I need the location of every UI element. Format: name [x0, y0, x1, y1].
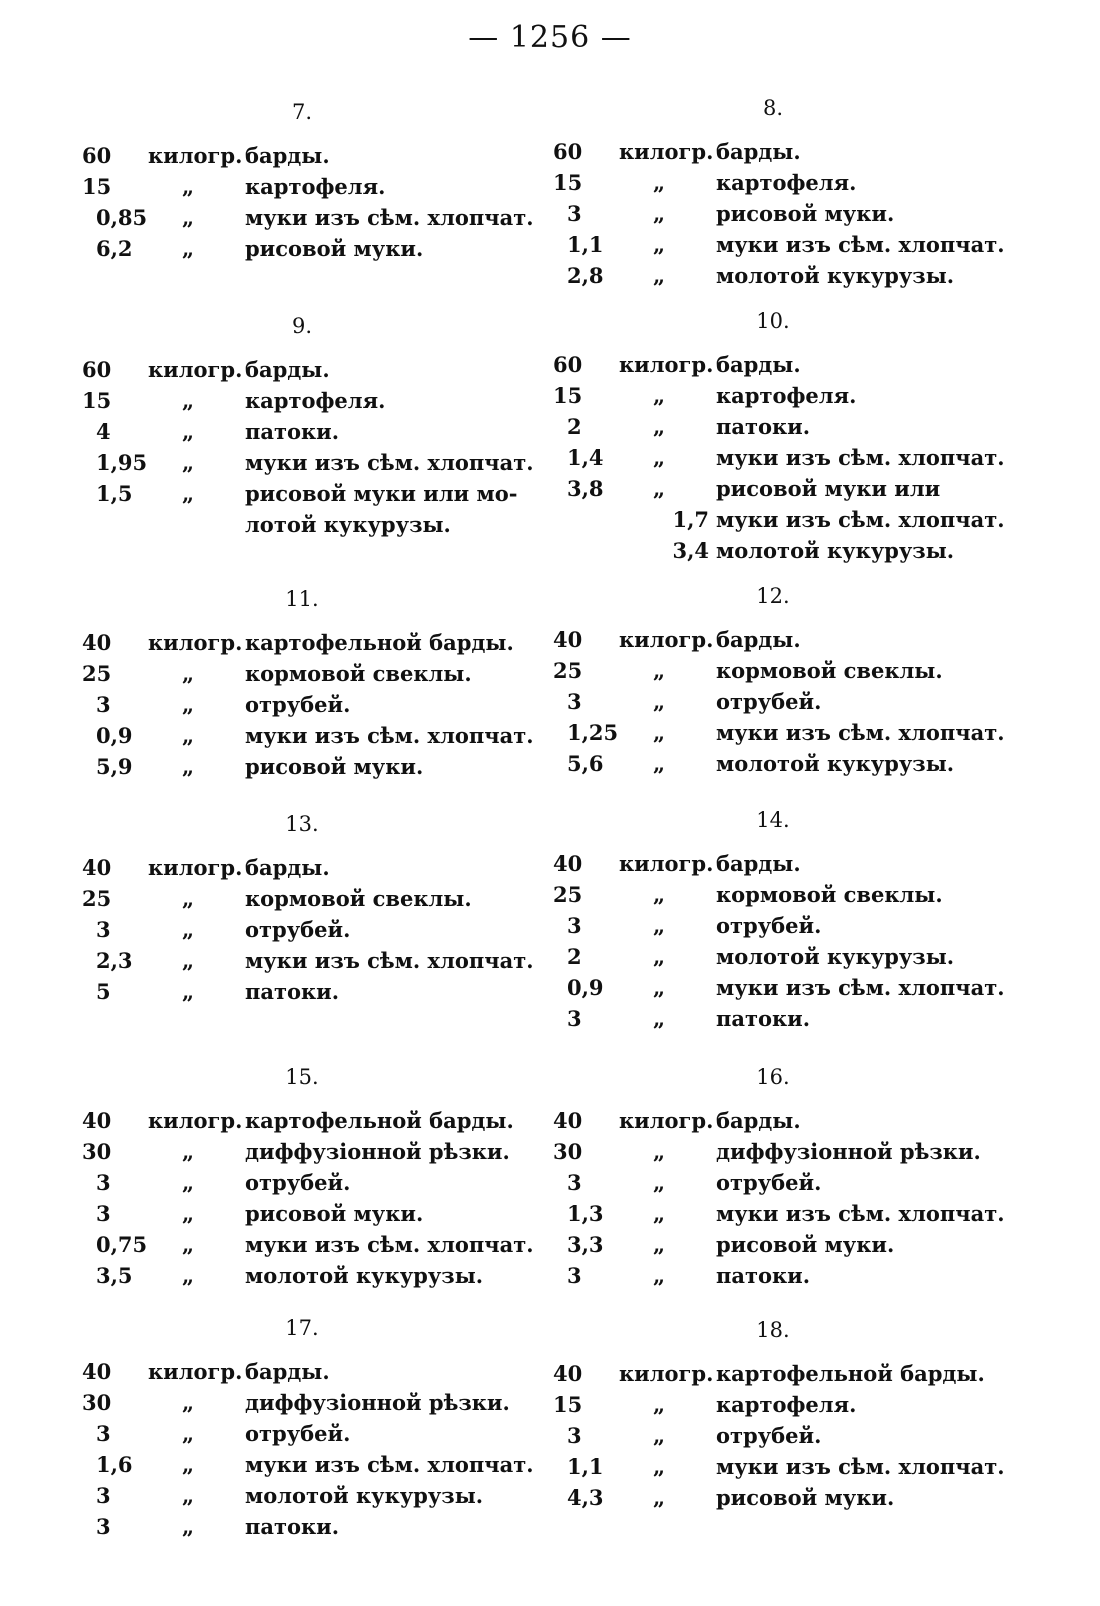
- ditto-mark: „: [182, 205, 195, 230]
- ditto-mark: „: [653, 689, 666, 714]
- ingredient-line: [553, 1389, 1023, 1420]
- ditto-mark: „: [653, 1263, 666, 1288]
- ditto-mark: „: [182, 236, 195, 261]
- ditto-mark: „: [182, 1483, 195, 1508]
- ingredient-name: отрубей.: [245, 692, 351, 717]
- ingredient-quantity: 40: [82, 630, 112, 655]
- ingredient-quantity: 3: [96, 692, 111, 717]
- ingredient-quantity: 2: [567, 414, 582, 439]
- ingredient-quantity: 0,9: [96, 723, 133, 748]
- ingredient-line: [82, 914, 552, 945]
- ingredient-line: [82, 202, 552, 233]
- ingredient-line: [82, 689, 552, 720]
- ingredient-quantity: 1,3: [567, 1201, 604, 1226]
- ingredient-name: патоки.: [716, 1263, 811, 1288]
- ingredient-name: кормовой свеклы.: [716, 882, 943, 907]
- recipe-block: [553, 1316, 1023, 1513]
- ingredient-line: [553, 910, 1023, 941]
- ingredient-name: муки изъ сѣм. хлопчат.: [245, 450, 534, 475]
- ingredient-line: [82, 171, 552, 202]
- ingredient-line: [553, 229, 1023, 260]
- ingredient-line: [553, 1198, 1023, 1229]
- ingredient-name: молотой кукурузы.: [245, 1263, 484, 1288]
- ingredient-name: молотой кукурузы.: [716, 263, 955, 288]
- ditto-mark: „: [653, 201, 666, 226]
- ingredient-name: рисовой муки или: [716, 476, 941, 501]
- ingredient-name: отрубей.: [716, 689, 822, 714]
- ingredient-line: [553, 748, 1023, 779]
- ingredient-line: [82, 627, 552, 658]
- ditto-mark: „: [182, 692, 195, 717]
- ingredient-name: отрубей.: [716, 1170, 822, 1195]
- ingredient-quantity: 60: [82, 143, 112, 168]
- ditto-mark: „: [182, 886, 195, 911]
- ingredient-name: барды.: [716, 851, 801, 876]
- page-number: — 1256 —: [468, 20, 632, 55]
- ingredient-name: картофельной барды.: [245, 1108, 514, 1133]
- recipe-block: [82, 1314, 552, 1542]
- ingredient-name: патоки.: [245, 419, 340, 444]
- ingredient-name: муки изъ сѣм. хлопчат.: [716, 232, 1005, 257]
- ingredient-quantity: 4,3: [567, 1485, 604, 1510]
- ingredient-line: [553, 442, 1023, 473]
- ingredient-quantity: 0,75: [96, 1232, 148, 1257]
- ingredient-name: барды.: [716, 1108, 801, 1133]
- ingredient-quantity: 25: [553, 658, 583, 683]
- ingredient-name: патоки.: [716, 414, 811, 439]
- ingredient-name: барды.: [716, 627, 801, 652]
- ingredient-quantity: 60: [82, 357, 112, 382]
- unit-label: килогр.: [148, 357, 243, 382]
- ingredient-line: [82, 1167, 552, 1198]
- ingredient-quantity: 1,7: [672, 507, 709, 532]
- ingredient-quantity: 25: [553, 882, 583, 907]
- ingredient-name: муки изъ сѣм. хлопчат.: [245, 1232, 534, 1257]
- ingredient-line: [82, 1511, 552, 1542]
- ingredient-name: рисовой муки.: [245, 236, 424, 261]
- ingredient-name: муки изъ сѣм. хлопчат.: [245, 723, 534, 748]
- ditto-mark: „: [182, 948, 195, 973]
- ingredient-line: [553, 136, 1023, 167]
- recipe-block: [553, 806, 1023, 1034]
- ingredient-quantity: 0,85: [96, 205, 148, 230]
- ingredient-line: [82, 354, 552, 385]
- recipe-block: [82, 98, 552, 264]
- ingredient-line: [553, 411, 1023, 442]
- ingredient-name: диффузіонной рѣзки.: [245, 1139, 510, 1164]
- recipe-block: [82, 312, 552, 540]
- ingredient-line: [82, 1229, 552, 1260]
- ingredient-quantity: 3: [567, 201, 582, 226]
- ditto-mark: „: [653, 658, 666, 683]
- ingredient-quantity: 2,8: [567, 263, 604, 288]
- ditto-mark: „: [653, 720, 666, 745]
- ingredient-quantity: 3: [96, 1514, 111, 1539]
- ingredient-line: [82, 1198, 552, 1229]
- ditto-mark: „: [182, 1201, 195, 1226]
- ingredient-quantity: 25: [82, 886, 112, 911]
- ingredient-quantity: 2,3: [96, 948, 133, 973]
- ingredient-quantity: 15: [553, 1392, 583, 1417]
- ingredient-line: [553, 1358, 1023, 1389]
- ditto-mark: „: [653, 383, 666, 408]
- ingredient-name: рисовой муки.: [245, 754, 424, 779]
- ingredient-quantity: 3: [567, 1006, 582, 1031]
- ingredient-name: муки изъ сѣм. хлопчат.: [716, 1201, 1005, 1226]
- recipe-number: 16.: [756, 1065, 790, 1089]
- unit-label: килогр.: [148, 1359, 243, 1384]
- ingredient-line: [553, 1167, 1023, 1198]
- recipe-block: [82, 585, 552, 782]
- ingredient-quantity: 3: [567, 913, 582, 938]
- ingredient-quantity: 1,6: [96, 1452, 133, 1477]
- ditto-mark: „: [653, 1232, 666, 1257]
- ditto-mark: „: [653, 1454, 666, 1479]
- ingredient-quantity: 40: [553, 627, 583, 652]
- ingredient-name: отрубей.: [245, 917, 351, 942]
- ingredient-name: патоки.: [716, 1006, 811, 1031]
- ingredient-quantity: 40: [82, 1359, 112, 1384]
- ditto-mark: „: [653, 1485, 666, 1510]
- ditto-mark: „: [182, 1263, 195, 1288]
- ingredient-name: рисовой муки.: [245, 1201, 424, 1226]
- ingredient-name: муки изъ сѣм. хлопчат.: [716, 720, 1005, 745]
- unit-label: килогр.: [619, 139, 714, 164]
- recipe-number: 9.: [291, 314, 313, 338]
- ingredient-name: барды.: [245, 143, 330, 168]
- ingredient-name: молотой кукурузы.: [716, 751, 955, 776]
- ingredient-name: муки изъ сѣм. хлопчат.: [245, 1452, 534, 1477]
- ditto-mark: „: [653, 944, 666, 969]
- ingredient-name: муки изъ сѣм. хлопчат.: [716, 445, 1005, 470]
- ingredient-name: барды.: [716, 139, 801, 164]
- ingredient-quantity: 3: [96, 1421, 111, 1446]
- ingredient-line: [82, 1387, 552, 1418]
- ingredient-quantity: 3,8: [567, 476, 604, 501]
- ditto-mark: „: [182, 1232, 195, 1257]
- ditto-mark: „: [182, 1139, 195, 1164]
- ingredient-quantity: 3: [567, 1423, 582, 1448]
- ingredient-line: [82, 658, 552, 689]
- ingredient-line: [82, 509, 552, 540]
- ingredient-quantity: 5,9: [96, 754, 133, 779]
- ingredient-quantity: 0,9: [567, 975, 604, 1000]
- ingredient-name: барды.: [245, 855, 330, 880]
- ingredient-line: [553, 972, 1023, 1003]
- ingredient-line: [82, 140, 552, 171]
- ditto-mark: „: [182, 979, 195, 1004]
- ingredient-quantity: 5,6: [567, 751, 604, 776]
- ingredient-line: [82, 945, 552, 976]
- ditto-mark: „: [182, 917, 195, 942]
- ingredient-name: картофельной барды.: [245, 630, 514, 655]
- ingredient-line: [553, 167, 1023, 198]
- ingredient-line: [553, 198, 1023, 229]
- ingredient-name: молотой кукурузы.: [245, 1483, 484, 1508]
- ingredient-name: отрубей.: [716, 1423, 822, 1448]
- recipe-number: 11.: [285, 587, 319, 611]
- ingredient-line: [553, 1451, 1023, 1482]
- unit-label: килогр.: [148, 143, 243, 168]
- unit-label: килогр.: [619, 627, 714, 652]
- ingredient-line: [82, 1480, 552, 1511]
- recipe-block: [553, 1063, 1023, 1291]
- ingredient-quantity: 5: [96, 979, 111, 1004]
- ingredient-quantity: 60: [553, 352, 583, 377]
- recipe-block: [553, 582, 1023, 779]
- ditto-mark: „: [653, 975, 666, 1000]
- ingredient-line: [82, 385, 552, 416]
- ingredient-name: диффузіонной рѣзки.: [716, 1139, 981, 1164]
- ingredient-name: картофеля.: [716, 1392, 857, 1417]
- ingredient-line: [553, 1260, 1023, 1291]
- ingredient-quantity: 30: [82, 1139, 112, 1164]
- ingredient-line: [553, 717, 1023, 748]
- ingredient-name: барды.: [245, 1359, 330, 1384]
- ingredient-line: [553, 941, 1023, 972]
- ditto-mark: „: [653, 170, 666, 195]
- ingredient-quantity: 3: [567, 1263, 582, 1288]
- ingredient-quantity: 15: [553, 383, 583, 408]
- ingredient-name: патоки.: [245, 1514, 340, 1539]
- ingredient-name: рисовой муки или мо-: [245, 481, 518, 506]
- ingredient-line: [82, 883, 552, 914]
- ingredient-name: отрубей.: [716, 913, 822, 938]
- ingredient-name: муки изъ сѣм. хлопчат.: [245, 205, 534, 230]
- ingredient-name: барды.: [245, 357, 330, 382]
- ingredient-line: [553, 473, 1023, 504]
- ingredient-name: отрубей.: [245, 1421, 351, 1446]
- ditto-mark: „: [653, 232, 666, 257]
- ingredient-line: [82, 720, 552, 751]
- ingredient-name: кормовой свеклы.: [716, 658, 943, 683]
- recipe-number: 14.: [756, 808, 790, 832]
- ditto-mark: „: [182, 1390, 195, 1415]
- ingredient-line: [553, 879, 1023, 910]
- ingredient-quantity: 3: [96, 1483, 111, 1508]
- ingredient-line: [82, 416, 552, 447]
- ditto-mark: „: [653, 476, 666, 501]
- ditto-mark: „: [182, 723, 195, 748]
- ingredient-name: кормовой свеклы.: [245, 886, 472, 911]
- ingredient-name: рисовой муки.: [716, 201, 895, 226]
- ditto-mark: „: [653, 1423, 666, 1448]
- unit-label: килогр.: [619, 352, 714, 377]
- ditto-mark: „: [653, 263, 666, 288]
- ditto-mark: „: [182, 1514, 195, 1539]
- ingredient-name: картофеля.: [716, 170, 857, 195]
- ingredient-line: [553, 1420, 1023, 1451]
- unit-label: килогр.: [148, 1108, 243, 1133]
- unit-label: килогр.: [148, 630, 243, 655]
- ingredient-quantity: 3: [96, 1170, 111, 1195]
- ingredient-quantity: 1,4: [567, 445, 604, 470]
- ingredient-quantity: 1,1: [567, 232, 604, 257]
- ingredient-line: [553, 1482, 1023, 1513]
- ingredient-line: [553, 260, 1023, 291]
- ingredient-line: [553, 535, 1023, 566]
- recipe-number: 12.: [756, 584, 790, 608]
- recipe-number: 10.: [756, 309, 790, 333]
- ditto-mark: „: [182, 1452, 195, 1477]
- ditto-mark: „: [653, 1139, 666, 1164]
- ingredient-line: [553, 1105, 1023, 1136]
- ingredient-quantity: 30: [553, 1139, 583, 1164]
- ingredient-name: картофельной барды.: [716, 1361, 985, 1386]
- ingredient-line: [553, 686, 1023, 717]
- ingredient-quantity: 2: [567, 944, 582, 969]
- ingredient-line: [553, 1136, 1023, 1167]
- ingredient-line: [553, 624, 1023, 655]
- ingredient-quantity: 60: [553, 139, 583, 164]
- ingredient-name: патоки.: [245, 979, 340, 1004]
- recipe-number: 13.: [285, 812, 319, 836]
- ditto-mark: „: [182, 419, 195, 444]
- ingredient-name: барды.: [716, 352, 801, 377]
- ingredient-quantity: 3: [96, 1201, 111, 1226]
- ditto-mark: „: [653, 1170, 666, 1195]
- ingredient-quantity: 40: [553, 851, 583, 876]
- ingredient-quantity: 30: [82, 1390, 112, 1415]
- ingredient-line: [553, 1229, 1023, 1260]
- ingredient-name: муки изъ сѣм. хлопчат.: [716, 975, 1005, 1000]
- ingredient-line: [82, 478, 552, 509]
- ingredient-quantity: 3: [567, 1170, 582, 1195]
- ingredient-name: картофеля.: [245, 388, 386, 413]
- ingredient-name: муки изъ сѣм. хлопчат.: [716, 1454, 1005, 1479]
- ditto-mark: „: [653, 1006, 666, 1031]
- ingredient-quantity: 40: [82, 855, 112, 880]
- ingredient-quantity: 15: [82, 174, 112, 199]
- recipe-block: [553, 307, 1023, 566]
- ingredient-quantity: 3,4: [672, 538, 709, 563]
- ingredient-line: [82, 1356, 552, 1387]
- recipe-number: 17.: [285, 1316, 319, 1340]
- ingredient-name: картофеля.: [716, 383, 857, 408]
- ditto-mark: „: [653, 1392, 666, 1417]
- ingredient-quantity: 40: [553, 1108, 583, 1133]
- ingredient-name: отрубей.: [245, 1170, 351, 1195]
- ditto-mark: „: [182, 388, 195, 413]
- ditto-mark: „: [653, 1201, 666, 1226]
- recipe-block: [82, 1063, 552, 1291]
- ingredient-quantity: 1,25: [567, 720, 619, 745]
- ingredient-line: [553, 349, 1023, 380]
- ingredient-quantity: 40: [82, 1108, 112, 1133]
- ingredient-quantity: 40: [553, 1361, 583, 1386]
- recipe-number: 18.: [756, 1318, 790, 1342]
- ingredient-line: [553, 504, 1023, 535]
- ingredient-line: [553, 655, 1023, 686]
- ingredient-quantity: 15: [82, 388, 112, 413]
- ditto-mark: „: [182, 450, 195, 475]
- ingredient-quantity: 1,95: [96, 450, 148, 475]
- recipe-number: 8.: [762, 96, 784, 120]
- ditto-mark: „: [182, 174, 195, 199]
- ingredient-name: рисовой муки.: [716, 1485, 895, 1510]
- unit-label: килогр.: [148, 855, 243, 880]
- unit-label: килогр.: [619, 1108, 714, 1133]
- ingredient-name: диффузіонной рѣзки.: [245, 1390, 510, 1415]
- ditto-mark: „: [653, 445, 666, 470]
- recipe-block: [553, 94, 1023, 291]
- ingredient-name: молотой кукурузы.: [716, 538, 955, 563]
- recipe-number: 7.: [291, 100, 313, 124]
- ingredient-line: [82, 233, 552, 264]
- ingredient-line: [82, 751, 552, 782]
- unit-label: килогр.: [619, 1361, 714, 1386]
- ditto-mark: „: [653, 913, 666, 938]
- ingredient-name: муки изъ сѣм. хлопчат.: [245, 948, 534, 973]
- ditto-mark: „: [182, 661, 195, 686]
- ditto-mark: „: [182, 754, 195, 779]
- ingredient-quantity: 4: [96, 419, 111, 444]
- recipe-block: [82, 810, 552, 1007]
- ingredient-line: [82, 1136, 552, 1167]
- ditto-mark: „: [182, 1421, 195, 1446]
- ingredient-quantity: 3: [96, 917, 111, 942]
- ingredient-quantity: 3,5: [96, 1263, 133, 1288]
- ingredient-line: [82, 852, 552, 883]
- ingredient-line: [82, 1260, 552, 1291]
- ingredient-name: рисовой муки.: [716, 1232, 895, 1257]
- ingredient-name: кормовой свеклы.: [245, 661, 472, 686]
- recipe-number: 15.: [285, 1065, 319, 1089]
- ingredient-quantity: 1,1: [567, 1454, 604, 1479]
- ingredient-line: [553, 848, 1023, 879]
- ingredient-quantity: 25: [82, 661, 112, 686]
- ingredient-name: картофеля.: [245, 174, 386, 199]
- unit-label: килогр.: [619, 851, 714, 876]
- ditto-mark: „: [182, 481, 195, 506]
- ingredient-name: лотой кукурузы.: [245, 512, 451, 537]
- ingredient-line: [82, 447, 552, 478]
- ingredient-line: [553, 380, 1023, 411]
- ingredient-name: муки изъ сѣм. хлопчат.: [716, 507, 1005, 532]
- ingredient-quantity: 3,3: [567, 1232, 604, 1257]
- ingredient-name: молотой кукурузы.: [716, 944, 955, 969]
- ingredient-quantity: 3: [567, 689, 582, 714]
- ingredient-quantity: 15: [553, 170, 583, 195]
- ingredient-line: [82, 1449, 552, 1480]
- ingredient-line: [82, 976, 552, 1007]
- ditto-mark: „: [653, 882, 666, 907]
- ditto-mark: „: [653, 414, 666, 439]
- ingredient-quantity: 1,5: [96, 481, 133, 506]
- ingredient-line: [82, 1105, 552, 1136]
- ingredient-quantity: 6,2: [96, 236, 133, 261]
- ditto-mark: „: [182, 1170, 195, 1195]
- ditto-mark: „: [653, 751, 666, 776]
- ingredient-line: [82, 1418, 552, 1449]
- ingredient-line: [553, 1003, 1023, 1034]
